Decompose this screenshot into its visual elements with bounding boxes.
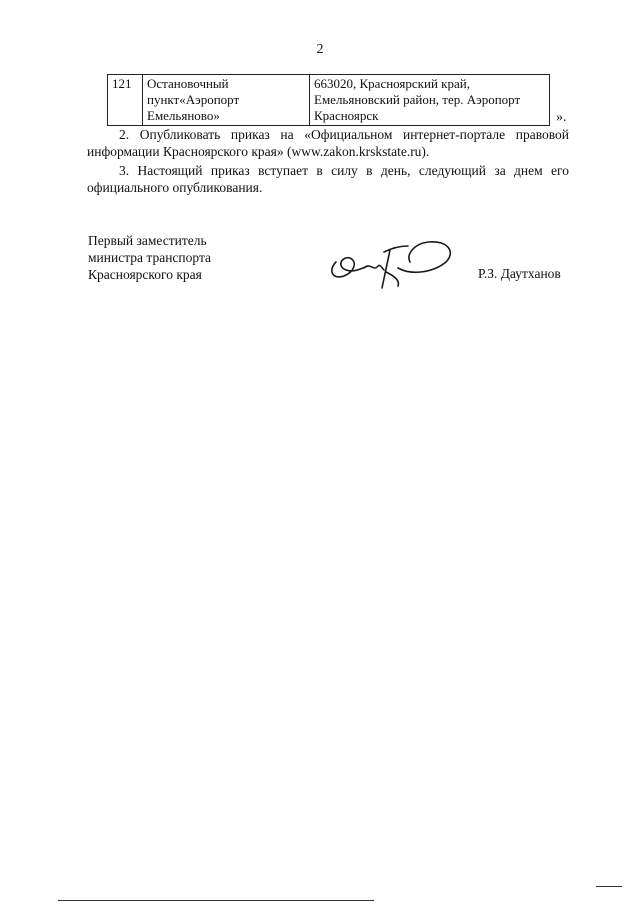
closing-quote: ». — [556, 110, 567, 125]
signer-title-line: министра транспорта — [88, 250, 212, 265]
stop-name-cell — [143, 75, 310, 126]
signer-title-line: Красноярского края — [88, 267, 202, 282]
signer-title-line: Первый заместитель — [88, 233, 207, 248]
stop-name-line: пункт«Аэропорт — [147, 92, 240, 107]
footer-mark — [596, 886, 622, 887]
stop-address-line: Красноярск — [314, 108, 379, 123]
paragraph-publish: 2. Опубликовать приказ на «Официальном интернет-портале правовой информации Красноярского края» (www.zakon.krskstate.ru). — [87, 127, 569, 159]
stop-address-line: 663020, Красноярский край, — [314, 76, 470, 91]
signer-name: Р.З. Даутханов — [478, 266, 561, 281]
footer-divider — [58, 900, 374, 901]
stop-address-cell — [310, 75, 550, 126]
page-number: 2 — [316, 42, 324, 57]
stops-table — [107, 74, 550, 126]
stop-name-line: Емельяново» — [147, 108, 220, 123]
table-row — [108, 75, 550, 126]
handwritten-signature — [324, 232, 464, 292]
signer-title — [88, 232, 211, 283]
stop-name-line: Остановочный — [147, 76, 229, 91]
stop-address-line: Емельяновский район, тер. Аэропорт — [314, 92, 521, 107]
row-number: 121 — [108, 75, 143, 126]
paragraph-effective: 3. Настоящий приказ вступает в силу в день, следующий за днем его официального опубликования. — [87, 163, 569, 195]
